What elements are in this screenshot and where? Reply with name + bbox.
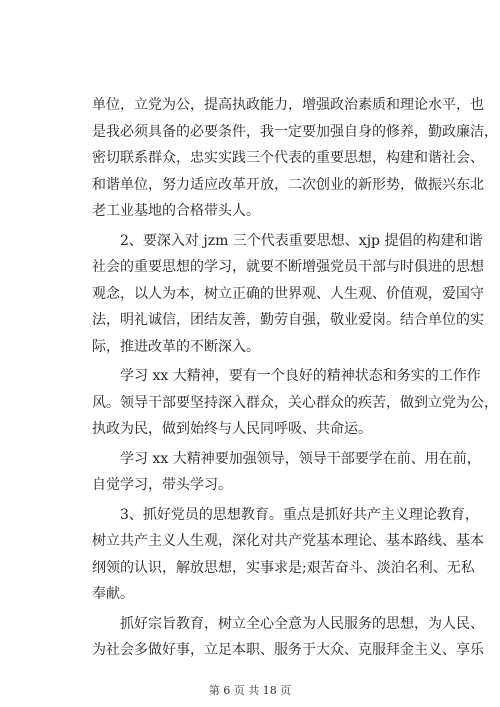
text-line: 社会的重要思想的学习，就要不断增强党员干部与时俱进的思想 — [92, 259, 484, 275]
text-line: 2、要深入对 jzm 三个代表重要思想、xjp 提倡的构建和谐 — [120, 232, 483, 249]
page-number-footer: 第 6 页 共 18 页 — [208, 684, 292, 697]
text-line: 奉献。 — [92, 586, 134, 602]
text-line: 老工业基地的合格带头人。 — [92, 203, 260, 219]
text-line: 抓好宗旨教育，树立全心全意为人民服务的思想，为人民、 — [120, 615, 484, 632]
paragraph-4 — [92, 446, 481, 499]
paragraph-1 — [92, 92, 498, 225]
document-body — [92, 92, 498, 667]
text-line: 树立共产主义人生观，深化对共产党基本理论、基本路线、基本 — [92, 533, 484, 549]
text-line: 观念，以人为本，树立正确的世界观、人生观、价值观，爱国守 — [92, 285, 484, 302]
paragraph-2 — [92, 228, 484, 361]
text-line: 际，推进改革的不断深入。 — [92, 338, 260, 355]
text-line: 为社会多做好事，立足本职、服务于大众、克服拜金主义、享乐 — [92, 642, 484, 658]
paragraph-6 — [92, 611, 484, 664]
text-line: 法，明礼诚信，团结友善，勤劳自强，敬业爱岗。结合单位的实 — [92, 312, 484, 328]
paragraph-3 — [92, 363, 498, 443]
text-line: 学习 xx 大精神，要有一个良好的精神状态和务实的工作作 — [120, 368, 481, 384]
text-line: 3、抓好党员的思想教育。重点是抓好共产主义理论教育， — [120, 506, 479, 523]
text-line: 学习 xx 大精神要加强领导，领导干部要学在前、用在前， — [120, 450, 481, 467]
text-line: 和谐单位，努力适应改革开放，二次创业的新形势，做振兴东北 — [92, 176, 484, 193]
paragraph-5 — [92, 502, 484, 608]
text-line: 是我必须具备的必要条件，我一定要加强自身的修养，勤政廉洁， — [92, 123, 498, 140]
text-line: 自觉学习，带头学习。 — [92, 477, 232, 493]
text-line: 单位，立党为公，提高执政能力，增强政治素质和理论水平，也 — [92, 97, 484, 113]
text-line: 执政为民，做到始终与人民同呼吸、共命运。 — [92, 421, 372, 437]
text-line: 密切联系群众，忠实实践三个代表的重要思想，构建和谐社会、 — [92, 150, 484, 166]
text-line: 纲领的认识，解放思想，实事求是;艰苦奋斗、淡泊名利、无私 — [92, 559, 475, 576]
text-line: 风。领导干部要坚持深入群众，关心群众的疾苦，做到立党为公， — [92, 394, 498, 411]
